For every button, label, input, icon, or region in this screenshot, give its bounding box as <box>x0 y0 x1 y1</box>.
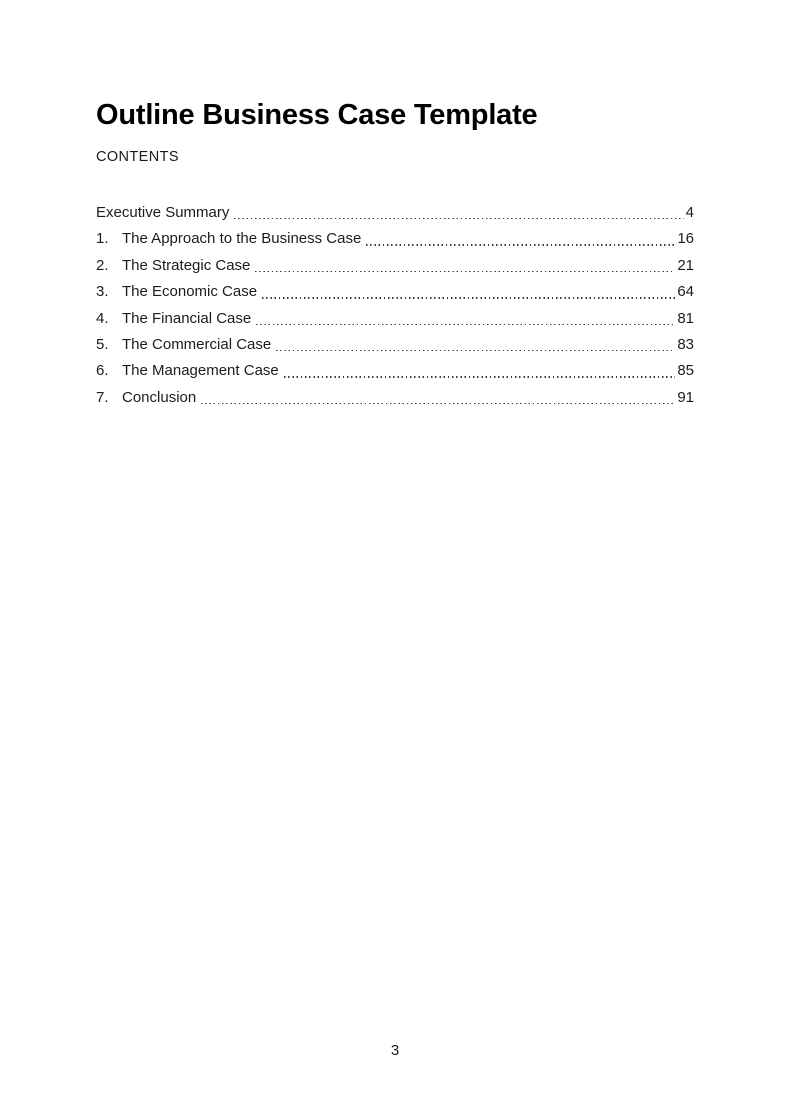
page-title: Outline Business Case Template <box>96 99 538 131</box>
toc-entry-page-number: 85 <box>677 362 694 380</box>
toc-entry[interactable] <box>96 385 694 411</box>
toc-dot-leader <box>196 385 677 411</box>
toc-entry[interactable] <box>96 200 694 226</box>
toc-entry[interactable] <box>96 332 694 358</box>
toc-entry-number: 6. <box>96 362 109 380</box>
toc-entry-number: 7. <box>96 388 109 406</box>
toc-entry-page-number: 21 <box>677 256 694 274</box>
toc-dot-leader <box>279 358 678 384</box>
toc-entry[interactable] <box>96 279 694 305</box>
toc-entry-page-number: 83 <box>677 335 694 353</box>
toc-entry-page-number: 4 <box>685 204 694 221</box>
toc-entry-number: 1. <box>96 230 109 248</box>
toc-entry[interactable] <box>96 226 694 252</box>
contents-heading: CONTENTS <box>96 149 179 165</box>
toc-entry-page-number: 81 <box>677 309 694 327</box>
toc-entry-number: 2. <box>96 256 109 274</box>
toc-entry-label: The Approach to the Business Case <box>122 230 362 248</box>
toc-entry-number: 4. <box>96 309 109 327</box>
toc-dot-leader <box>271 332 677 358</box>
footer-page-number: 3 <box>390 1042 400 1059</box>
toc-entry-label: The Management Case <box>122 362 279 380</box>
toc-entry-label: Executive Summary <box>96 204 230 221</box>
toc-entry-page-number: 16 <box>677 230 694 248</box>
toc-entry[interactable] <box>96 358 694 384</box>
toc-dot-leader <box>229 200 685 226</box>
toc-dot-leader <box>361 226 677 252</box>
toc-entry-number: 3. <box>96 283 109 301</box>
table-of-contents <box>96 200 694 411</box>
toc-dot-leader <box>257 279 677 305</box>
toc-entry-page-number: 91 <box>677 388 694 406</box>
toc-dot-leader <box>251 306 677 332</box>
toc-entry-label: The Economic Case <box>122 283 258 301</box>
toc-entry-label: The Strategic Case <box>122 256 251 274</box>
toc-entry[interactable] <box>96 306 694 332</box>
toc-entry-label: The Commercial Case <box>122 335 272 353</box>
toc-entry-number: 5. <box>96 335 109 353</box>
toc-dot-leader <box>250 253 677 279</box>
toc-entry-label: Conclusion <box>122 388 197 406</box>
toc-entry-page-number: 64 <box>677 283 694 301</box>
toc-entry-label: The Financial Case <box>122 309 252 327</box>
toc-entry[interactable] <box>96 253 694 279</box>
